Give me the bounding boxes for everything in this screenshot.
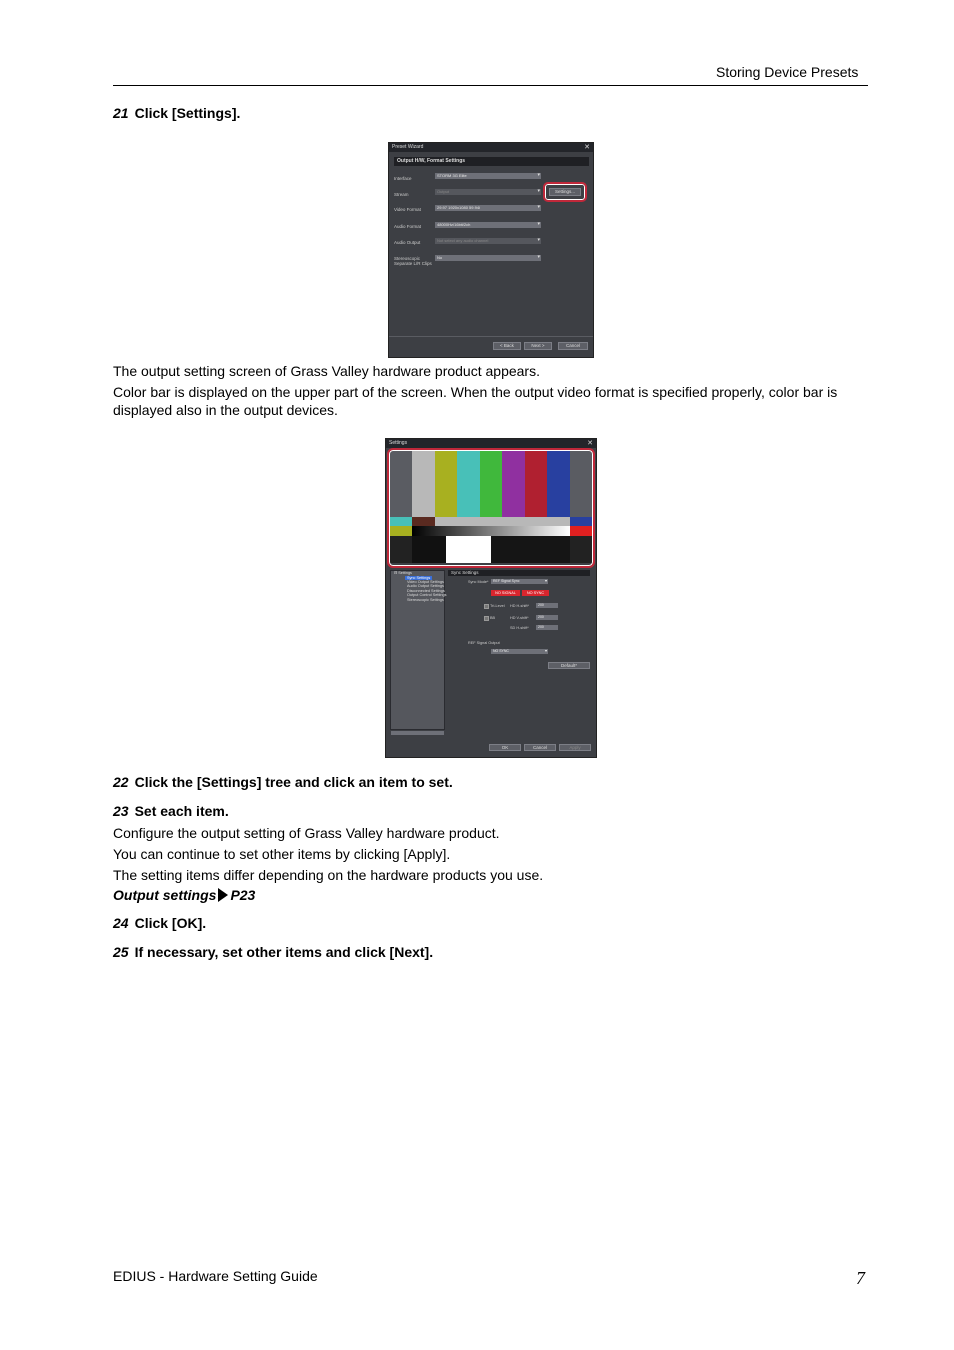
window-title-bar [389, 143, 593, 152]
cancel-button[interactable]: Cancel [524, 744, 556, 751]
sd-h-shift-input[interactable]: 200 [536, 625, 558, 630]
sync-mode-dropdown[interactable]: REF Signal Sync ▾ [491, 579, 548, 584]
xref-label: Output settings [113, 887, 217, 903]
step-21 [113, 105, 240, 121]
footer-divider [389, 336, 593, 337]
arrow-right-icon [218, 888, 228, 902]
audio-output-dropdown[interactable]: Not select any audio channel ▾ [435, 238, 541, 244]
paragraph: Color bar is displayed on the upper part of the screen. When the output video format is specified properly, color bar is displayed also in the output devices. [113, 384, 838, 418]
hd-v-shift-label: HD V-shift* [510, 616, 529, 620]
back-button[interactable]: < Back [493, 342, 521, 350]
tree-item-stereoscopic[interactable]: Stereoscopic Settings [407, 597, 444, 602]
step-number: 25 [113, 944, 129, 960]
settings-button[interactable]: Settings... [549, 188, 581, 196]
panel-title: Sync Settings [448, 570, 590, 576]
step-25 [113, 944, 433, 960]
hd-h-shift-label: HD H-shift* [510, 604, 529, 608]
step-number: 23 [113, 803, 129, 819]
step-text: If necessary, set other items and click [Next]. [134, 944, 434, 960]
ref-output-dropdown[interactable]: NO SYNC ▾ [491, 649, 548, 654]
tree-item-audio-output[interactable]: Audio Output Settings [407, 584, 444, 589]
ok-button[interactable]: OK [489, 744, 521, 751]
tree-item-video-output[interactable]: Video Output Settings [407, 579, 444, 584]
step-number: 22 [113, 774, 129, 790]
stream-label: Stream [394, 192, 409, 197]
step-text: Click the [Settings] tree and click an item to set. [134, 774, 453, 790]
header-title: Storing Device Presets [716, 64, 859, 80]
tree-item-output-control[interactable]: Output Control Settings [407, 593, 447, 598]
video-format-dropdown[interactable]: 29.97 1920x1080 59.94i ▾ [435, 205, 541, 211]
next-button[interactable]: Next > [524, 342, 552, 350]
settings-screenshot [385, 438, 597, 758]
window-title-bar [386, 439, 596, 448]
interface-dropdown[interactable]: STORM 3G Elite ▾ [435, 173, 541, 179]
video-format-label: Video Format [394, 207, 421, 212]
tri-level-checkbox[interactable] [484, 604, 489, 609]
status-badge: NO SIGNAL [491, 590, 520, 596]
settings-tree [390, 570, 445, 730]
footer-guide-title: EDIUS - Hardware Setting Guide [113, 1268, 318, 1284]
bb-checkbox[interactable] [484, 616, 489, 621]
audio-format-label: Audio Format [394, 224, 422, 229]
step-text: Click [OK]. [134, 915, 207, 931]
page-number: 7 [856, 1268, 865, 1288]
tri-level-label: Tri-Level [490, 604, 505, 608]
interface-label: Interface [394, 176, 412, 181]
stereoscopic-label: Stereoscopic Separate L/R Clips [394, 256, 432, 266]
tree-scrollbar[interactable] [391, 731, 444, 735]
panel-subtitle: Output H/W, Format Settings [394, 157, 589, 166]
step-text: Set each item. [134, 803, 229, 819]
tree-root[interactable]: ⊟ Settings [394, 571, 412, 575]
status-badge: NO SYNC [522, 590, 549, 596]
paragraph: The setting items differ depending on the hardware products you use. [113, 867, 544, 883]
stream-dropdown[interactable]: Output ▾ [435, 189, 541, 195]
sd-h-shift-label: SD H-shift* [510, 626, 529, 630]
highlight-ring [387, 448, 595, 568]
ref-output-label: REF Signal Output [468, 641, 500, 645]
preset-wizard-screenshot [388, 142, 594, 358]
paragraph: You can continue to set other items by clicking [Apply]. [113, 846, 451, 862]
xref-page: P23 [230, 887, 256, 903]
apply-button[interactable]: Apply [559, 744, 591, 751]
audio-output-label: Audio Output [394, 240, 421, 245]
step-text: Click [Settings]. [134, 105, 241, 121]
audio-format-dropdown[interactable]: 48000Hz/16bit/2ch ▾ [435, 222, 541, 228]
window-title: Settings [389, 440, 408, 446]
stereoscopic-dropdown[interactable]: No ▾ [435, 255, 541, 261]
close-icon[interactable]: ✕ [584, 144, 590, 151]
paragraph: Configure the output setting of Grass Valley hardware product. [113, 825, 500, 841]
paragraph: The output setting screen of Grass Valley hardware product appears. [113, 363, 540, 379]
step-23 [113, 803, 229, 819]
header-rule [113, 85, 868, 86]
hd-v-shift-input[interactable]: 200 [536, 615, 558, 620]
default-button[interactable]: Default* [548, 662, 590, 669]
close-icon[interactable]: ✕ [587, 440, 593, 447]
cancel-button[interactable]: Cancel [558, 342, 588, 350]
hd-h-shift-input[interactable]: 200 [536, 603, 558, 608]
step-number: 24 [113, 915, 129, 931]
step-22 [113, 774, 453, 790]
tree-item-disconnected[interactable]: Disconnected Settings [407, 588, 445, 593]
step-24 [113, 915, 206, 931]
sync-mode-label: Sync Mode* [468, 580, 489, 584]
tree-item-sync-settings[interactable]: Sync Settings [407, 575, 431, 580]
cross-reference[interactable] [113, 887, 255, 903]
window-title: Preset Wizard [392, 144, 424, 150]
step-number: 21 [113, 105, 129, 121]
bb-label: BB [490, 616, 496, 620]
